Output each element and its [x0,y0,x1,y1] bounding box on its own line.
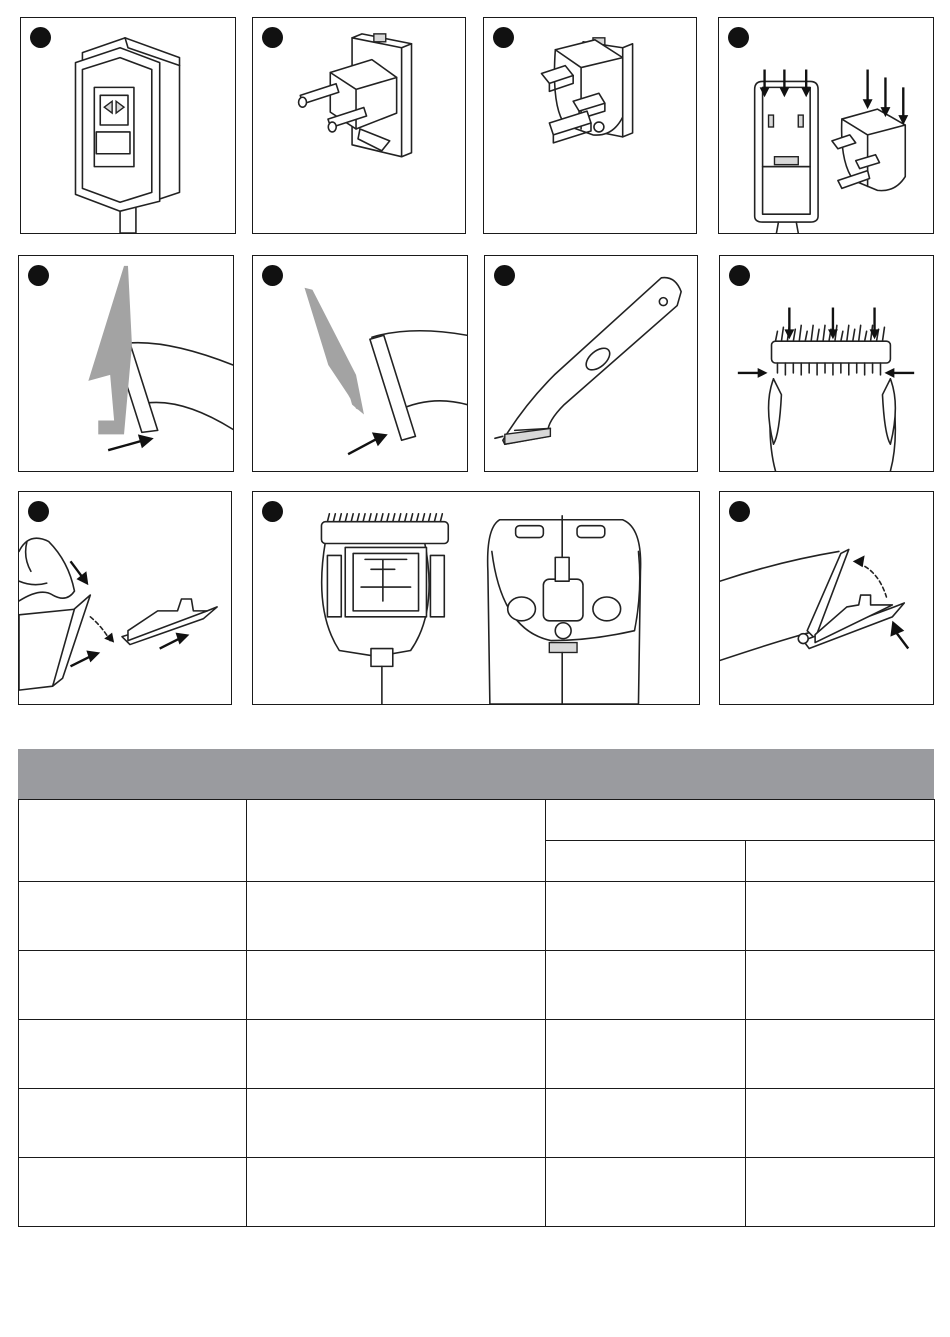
table-cell [546,951,746,1020]
table-cell [746,951,935,1020]
table-header-bar [18,749,934,799]
table-cell [247,1089,546,1158]
euro-plug-illustration [253,18,465,233]
table-cell [746,1089,935,1158]
figure-5-comb-attach [18,255,234,472]
table-row [19,1089,935,1158]
figure-1-adapter [20,17,236,234]
step-badge [262,27,283,48]
table-cell [546,1020,746,1089]
table-cell [746,841,935,882]
blade-refit-illustration [720,492,933,704]
table-cell [247,951,546,1020]
table-cell [247,1020,546,1089]
table-cell [546,800,935,841]
figure-11-blade-refit [719,491,934,705]
table-cell [19,1158,247,1227]
plug-change-illustration [719,18,933,233]
figure-6-comb-angle [252,255,468,472]
specification-table [18,799,935,1227]
table-row [19,1158,935,1227]
step-badge [28,265,49,286]
step-badge [729,501,750,522]
table-cell [247,882,546,951]
figure-4-plug-change [718,17,934,234]
table-cell [546,1158,746,1227]
trimmer-body-illustration [485,256,697,471]
figure-7-trimmer-body [484,255,698,472]
figure-9-blade-remove [18,491,232,705]
table-cell [746,882,935,951]
table-cell [546,882,746,951]
adapter-housing-illustration [21,18,235,233]
table-cell [19,882,247,951]
table-cell [546,841,746,882]
table-header-row [19,800,935,841]
step-badge [262,501,283,522]
table-cell [746,1020,935,1089]
blade-alignment-illustration [253,492,699,704]
figure-3-uk-plug [483,17,697,234]
figure-2-euro-plug [252,17,466,234]
table-cell [19,951,247,1020]
comb-angle-illustration [253,256,467,471]
table-row [19,1020,935,1089]
comb-attach-illustration [19,256,233,471]
step-badge [262,265,283,286]
table-row [19,951,935,1020]
figure-10-blade-alignment [252,491,700,705]
blade-remove-illustration [19,492,231,704]
table-cell [746,1158,935,1227]
step-badge [493,27,514,48]
step-badge [30,27,51,48]
figure-8-blade-clean [719,255,934,472]
table-cell [19,800,247,882]
step-badge [28,501,49,522]
blade-clean-illustration [720,256,933,471]
table-cell [19,1089,247,1158]
step-badge [729,265,750,286]
table-cell [247,1158,546,1227]
step-badge [728,27,749,48]
table-cell [546,1089,746,1158]
step-badge [494,265,515,286]
table-row [19,882,935,951]
table-cell [19,1020,247,1089]
uk-plug-illustration [484,18,696,233]
table-cell [247,800,546,882]
